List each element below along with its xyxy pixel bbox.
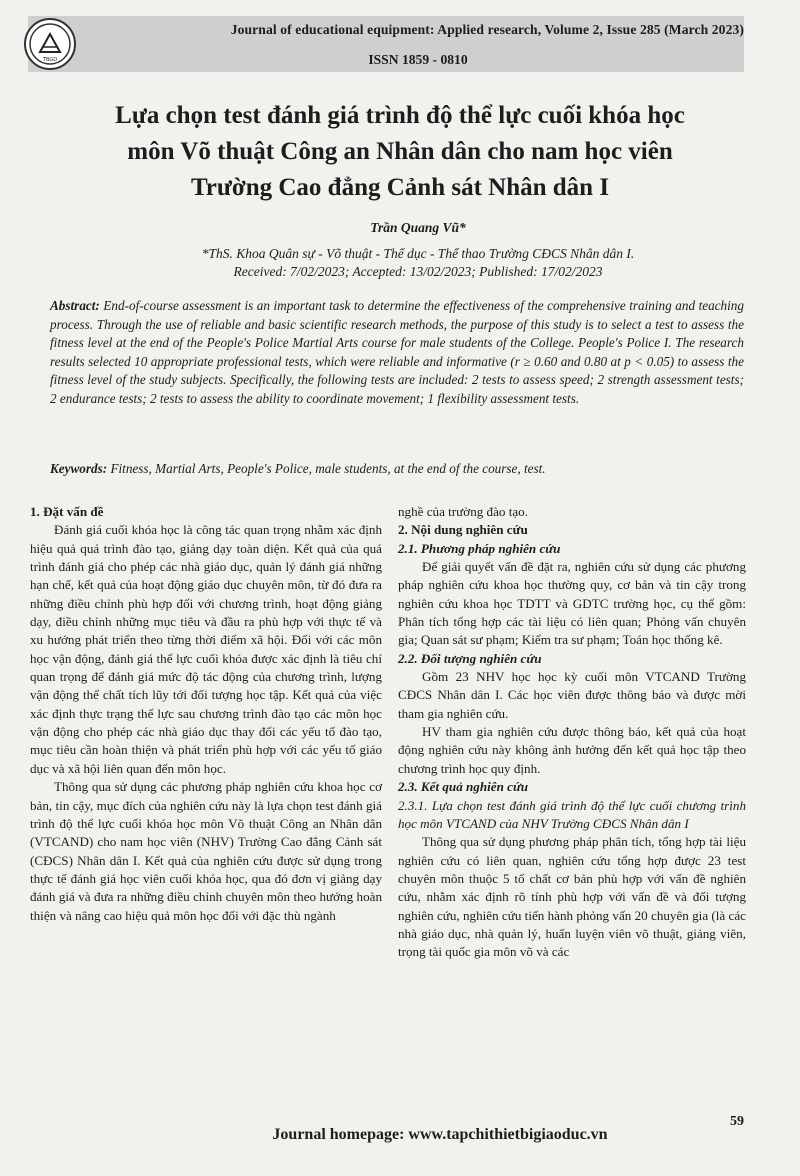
title-line-2: môn Võ thuật Công an Nhân dân cho nam học viên xyxy=(127,138,673,165)
abstract xyxy=(50,297,744,408)
article-title xyxy=(40,98,760,206)
paragraph: Thông qua sử dụng các phương pháp nghiên cứu khoa học cơ bản, tin cậy, mục đích của nghiên cứu này là lựa chọn test đánh giá trình độ thể lực cuối khóa học môn Võ thuật Công an Nhân dân (VTCAND) cho nam học viên (NHV) Trường Cao đẳng Cảnh sát (CĐCS) Nhân dân I. Kết quả của nghiên cứu được sử dụng trong thực tế đánh giá học viên cuối khóa học, qua đó đơn vị giảng dạy đánh giá và đưa ra những điều chỉnh chuyên môn theo hướng hoàn thiện và nâng cao hiệu quả môn học đối với đặc thù ngành xyxy=(30,779,382,923)
journal-homepage: Journal homepage: www.tapchithietbigiaoduc.vn xyxy=(272,1126,608,1143)
right-column xyxy=(398,503,746,962)
paragraph: Đánh giá cuối khóa học là công tác quan trọng nhằm xác định hiệu quả quá trình đào tạo, giảng dạy toàn diện. Kết quả của quá trình đánh giá cho phép các nhà giáo dục, quản lý đánh giá những hạn chế, kết quả của hoạt động giáo dục chuyên môn, từ đó đưa ra những điều chỉnh phù hợp đối với chương trình, hoạt động giảng dạy, điều chỉnh những mục tiêu và đầu ra phù hợp với thực tế và xu hướng phát triển theo từng thời điểm xã hội. Đối với các môn học vận động, đánh giá thể lực cuối khóa được xác định là tiêu chí quan trọng để đánh giá mức độ tác động của chương trình, lượng vận động thể chất tích lũy tới đối tượng học tập. Kết quả của việc xác định thực trạng thể lực sau chương trình đào tạo các môn học vận động cho phép các nhà giáo dục thay đổi các yếu tố đào tạo, mục tiêu cần hoàn thiện và phát triển phù hợp với các yếu tố giáo dục và xã hội liên quan đến môn học. xyxy=(30,522,382,776)
left-column xyxy=(30,503,382,925)
issn: ISSN 1859 - 0810 xyxy=(368,52,468,67)
section-2-heading: 2. Nội dung nghiên cứu xyxy=(398,522,528,538)
section-1-heading: 1. Đặt vấn đề xyxy=(30,504,104,519)
paragraph-continued: nghề của trường đào tạo. xyxy=(398,504,529,519)
keywords-label: Keywords: xyxy=(50,461,108,476)
affiliation-block xyxy=(0,245,800,281)
abstract-label: Abstract: xyxy=(50,298,100,313)
section-2-3-heading: 2.3. Kết quả nghiên cứu xyxy=(398,779,529,795)
abstract-text: End-of-course assessment is an important task to determine the effectiveness of the comprehensive training and teaching process. Through the use of reliable and basic scientific research methods, the purpose of this study is to select a test to assess the fitness level at the end of the People's Police Martial Arts course for male students of the College. People's Police I. The research results selected 10 appropriate professional tests, which were reliable and informative (r ≥ 0.60 and 0.80 at p < 0.05) to assess the fitness level of the study subjects. Specifically, the following tests are included: 2 tests to assess speed; 2 strength assessment tests; 2 endurance tests; 2 tests to assess the ability to coordinate movement; 1 flexibility assessment tests. xyxy=(50,298,744,406)
title-line-1: Lựa chọn test đánh giá trình độ thể lực cuối khóa học xyxy=(115,102,685,129)
paragraph: Gồm 23 NHV học học kỳ cuối môn VTCAND Trường CĐCS Nhân dân I. Các học viên được thông báo và được mời tham gia nghiên cứu. xyxy=(398,669,746,721)
publication-dates: Received: 7/02/2023; Accepted: 13/02/2023; Published: 17/02/2023 xyxy=(233,264,603,279)
section-2-3-1-heading: 2.3.1. Lựa chọn test đánh giá trình độ thể lực cuối chương trình học môn VTCAND của NHV Trường CĐCS Nhân dân I xyxy=(398,797,746,831)
keywords xyxy=(50,460,744,478)
logo-text: TBGD xyxy=(42,57,58,63)
paragraph: HV tham gia nghiên cứu được thông báo, kết quả của hoạt động nghiên cứu này không ảnh hưởng đến kết quả học tập theo chương trình học quy định. xyxy=(398,724,746,776)
section-2-2-heading: 2.2. Đối tượng nghiên cứu xyxy=(398,650,542,666)
title-line-3: Trường Cao đẳng Cảnh sát Nhân dân I xyxy=(190,174,610,201)
affiliation: *ThS. Khoa Quân sự - Võ thuật - Thể dục - Thể thao Trường CĐCS Nhân dân I. xyxy=(201,246,635,261)
keywords-text: Fitness, Martial Arts, People's Police, male students, at the end of the course, test. xyxy=(110,461,546,476)
author-name: Trần Quang Vũ* xyxy=(370,220,466,235)
journal-citation: Journal of educational equipment: Applied research, Volume 2, Issue 285 (March 2023) xyxy=(230,22,744,37)
section-2-1-heading: 2.1. Phương pháp nghiên cứu xyxy=(398,540,561,556)
page-number: 59 xyxy=(730,1114,744,1129)
paragraph: Thông qua sử dụng phương pháp phân tích, tổng hợp tài liệu nghiên cứu có liên quan, nghiên cứu tổng hợp được 23 test chuyên môn thuộc 5 tố chất cơ bản phù hợp với vấn đề nghiên cứu, nhằm xác định rõ tính phù hợp với vấn đề và đối tượng nghiên cứu, nghiên cứu tiến hành phỏng vấn 20 chuyên gia (là các nhà giáo dục, nhà quản lý, huấn luyện viên võ thuật, giảng viên, trọng tài quốc gia môn võ và các xyxy=(398,834,746,960)
paragraph: Để giải quyết vấn đề đặt ra, nghiên cứu sử dụng các phương pháp nghiên cứu khoa học thường quy, cơ bản và tin cậy trong nghiên cứu khoa học TDTT và GDTC trường học, cụ thể gồm: Phân tích tổng hợp các tài liệu có liên quan; Phỏng vấn chuyên gia; Quan sát sư phạm; Kiểm tra sư phạm; Toán học thống kê. xyxy=(398,559,746,648)
